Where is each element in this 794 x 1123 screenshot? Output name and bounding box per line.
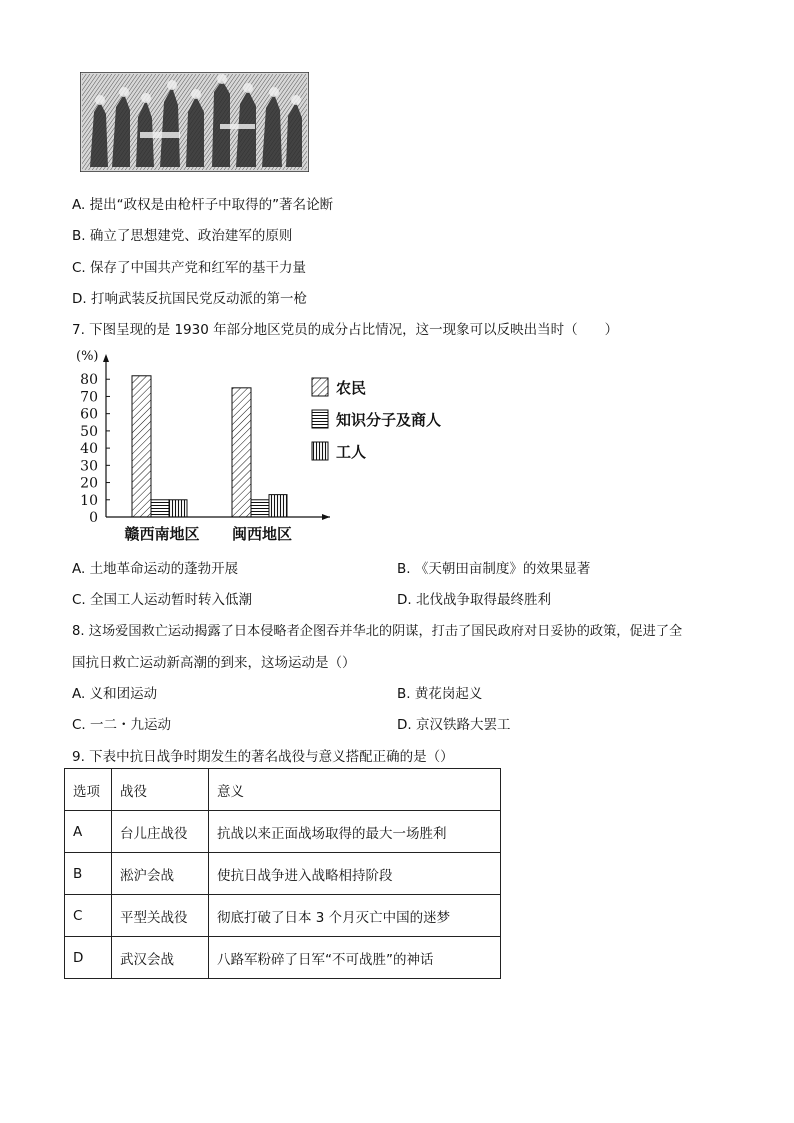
- table-cell: A: [65, 811, 112, 853]
- q7-option-d: D. 北伐战争取得最终胜利: [397, 592, 551, 608]
- q6-option-a: A. 提出“政权是由枪杆子中取得的”著名论断: [72, 197, 334, 213]
- table-cell: 淞沪会战: [112, 853, 209, 895]
- y-tick-label: 70: [80, 389, 98, 406]
- y-tick-label: 80: [80, 372, 98, 389]
- x-axis-arrow: [322, 514, 330, 520]
- legend-label: 知识分子及商人: [336, 411, 442, 429]
- q8-question-line1: 8. 这场爱国救亡运动揭露了日本侵略者企图吞并华北的阴谋，打击了国民政府对日妥协的政策，促进了全: [72, 624, 683, 639]
- table-header-cell: 选项: [65, 769, 112, 811]
- bar: [232, 388, 251, 517]
- legend-label: 工人: [336, 443, 367, 461]
- y-tick-label: 10: [80, 492, 98, 509]
- legend-swatch: [312, 378, 328, 396]
- q6-option-c: C. 保存了中国共产党和红军的基干力量: [72, 260, 307, 276]
- y-tick-label: 0: [89, 510, 98, 526]
- bar: [151, 500, 169, 517]
- q6-option-d: D. 打响武装反抗国民党反动派的第一枪: [72, 291, 307, 307]
- table-cell: 台儿庄战役: [112, 811, 209, 853]
- table-row: [65, 895, 501, 937]
- battle-significance-table: [64, 768, 501, 979]
- q7-option-c: C. 全国工人运动暂时转入低潮: [72, 592, 253, 608]
- y-axis-unit-label: (%): [76, 349, 99, 364]
- q8-question-line2: 国抗日救亡运动新高潮的到来，这场运动是（）: [72, 655, 356, 671]
- table-cell: 使抗日战争进入战略相持阶段: [209, 853, 501, 895]
- y-tick-label: 50: [80, 423, 98, 440]
- y-tick-label: 30: [80, 458, 98, 475]
- q7-option-a: A. 土地革命运动的蓬勃开展: [72, 561, 239, 577]
- table-cell: D: [65, 937, 112, 979]
- legend-swatch: [312, 410, 328, 428]
- table-row: [65, 811, 501, 853]
- q7-question: 7. 下图呈现的是 1930 年部分地区党员的成分占比情况，这一现象可以反映出当时（ ）: [72, 322, 619, 338]
- bar: [132, 376, 151, 517]
- x-category-label: 赣西南地区: [124, 525, 200, 543]
- table-header-row: [65, 769, 501, 811]
- bar: [269, 495, 287, 517]
- table-cell: 八路军粉碎了日军“不可战胜”的神话: [209, 937, 501, 979]
- table-cell: 彻底打破了日本 3 个月灭亡中国的迷梦: [209, 895, 501, 937]
- table-row: [65, 937, 501, 979]
- y-tick-label: 60: [80, 406, 98, 423]
- table-cell: 抗战以来正面战场取得的最大一场胜利: [209, 811, 501, 853]
- table-cell: 武汉会战: [112, 937, 209, 979]
- table-row: [65, 853, 501, 895]
- party-member-composition-chart: [60, 342, 480, 552]
- q7-option-b: B. 《天朝田亩制度》的效果显著: [397, 561, 591, 577]
- y-tick-label: 40: [80, 441, 98, 458]
- q8-option-b: B. 黄花岗起义: [397, 686, 483, 702]
- q8-option-c: C. 一二・九运动: [72, 717, 172, 733]
- table-cell: 平型关战役: [112, 895, 209, 937]
- table-header-cell: 战役: [112, 769, 209, 811]
- x-category-label: 闽西地区: [231, 525, 293, 543]
- bar: [169, 500, 187, 517]
- q8-option-d: D. 京汉铁路大罢工: [397, 717, 511, 733]
- relief-sculpture-image: [80, 72, 309, 172]
- table-header-cell: 意义: [209, 769, 501, 811]
- legend-label: 农民: [336, 379, 367, 397]
- bar: [251, 500, 269, 517]
- y-tick-label: 20: [80, 475, 98, 492]
- legend-swatch: [312, 442, 328, 460]
- q6-option-b: B. 确立了思想建党、政治建军的原则: [72, 228, 293, 244]
- table-cell: B: [65, 853, 112, 895]
- table-cell: C: [65, 895, 112, 937]
- y-axis-arrow: [103, 354, 109, 362]
- q8-option-a: A. 义和团运动: [72, 686, 158, 702]
- q9-question: 9. 下表中抗日战争时期发生的著名战役与意义搭配正确的是（）: [72, 749, 454, 765]
